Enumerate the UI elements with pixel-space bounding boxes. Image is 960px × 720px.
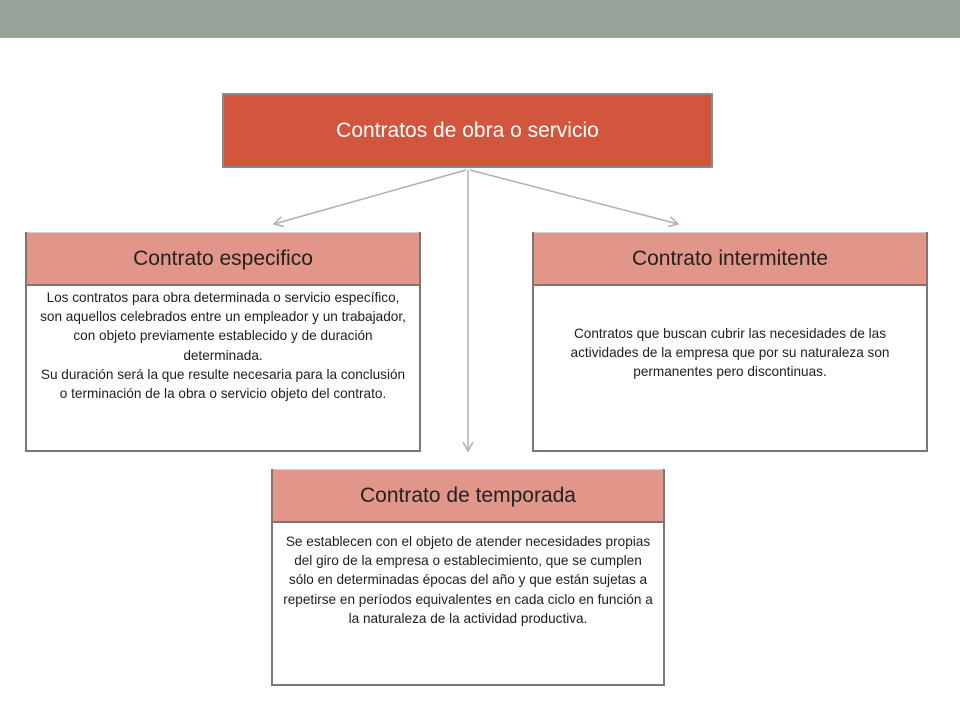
card-body (27, 284, 419, 403)
card-title: Contrato intermitente (631, 246, 829, 270)
card-header (534, 232, 926, 284)
root-node (222, 93, 713, 168)
card-header (273, 469, 663, 521)
top-bar (0, 0, 960, 38)
card-paragraph: Los contratos para obra determinada o servicio específico, son aquellos celebrados entre un empleador y un trabajador, con objeto previamente establecido y de duración determinada. (40, 290, 406, 363)
arrow-to-especifico (274, 170, 466, 224)
card-paragraph: Contratos que buscan cubrir las necesidades de las actividades de la empresa que por su naturaleza son permanentes pero discontinuas. (570, 326, 890, 380)
card-contrato-temporada (271, 469, 665, 686)
arrow-to-intermitente (470, 170, 678, 224)
card-title: Contrato de temporada (360, 483, 576, 507)
card-contrato-intermitente (532, 232, 928, 452)
card-body (534, 284, 926, 382)
card-title: Contrato especifico (133, 246, 313, 270)
card-paragraph: Su duración será la que resulte necesaria para la conclusión o terminación de la obra o servicio objeto del contrato. (40, 366, 406, 402)
card-header (27, 232, 419, 284)
root-node-title: Contratos de obra o servicio (336, 118, 599, 142)
card-contrato-especifico (25, 232, 421, 452)
card-body (273, 521, 663, 628)
card-paragraph: Se establecen con el objeto de atender necesidades propias del giro de la empresa o establecimiento, que se cumplen sólo en determinadas épocas del año y que están sujetas a repetirse en períodos equivalentes en cada ciclo en función a la naturaleza de la actividad productiva. (283, 534, 653, 626)
